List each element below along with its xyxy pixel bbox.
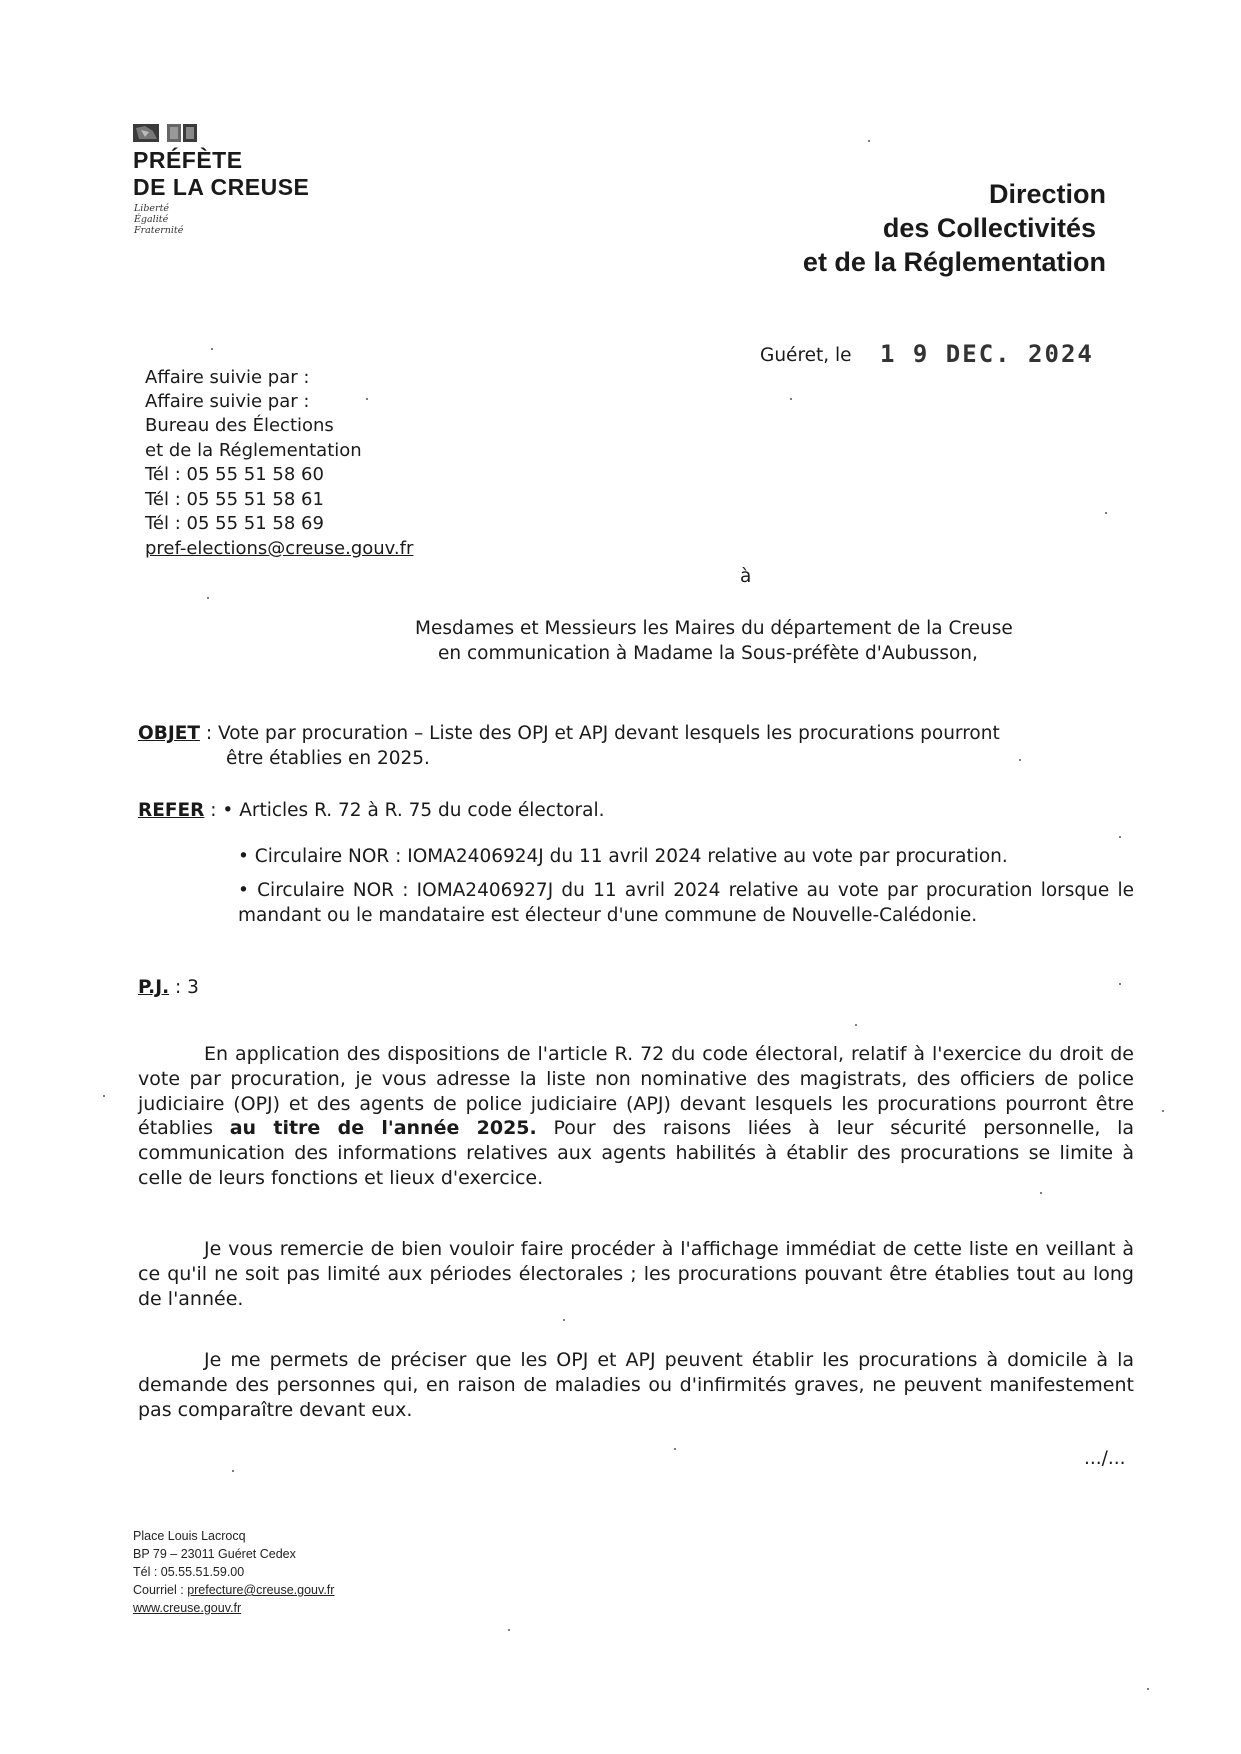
pj-value: : 3	[169, 977, 199, 998]
scan-speck	[1119, 983, 1121, 985]
scan-speck	[1119, 836, 1121, 838]
body-paragraph-1	[138, 1042, 1134, 1191]
refer-row	[138, 799, 605, 824]
objet-separator: :	[199, 723, 218, 744]
sender-line: Tél : 05 55 51 58 69	[145, 513, 324, 534]
p1-text-after: Pour des raisons liées à leur sécurité personnelle, la communication des informations relatives aux agents habilités à établir des procurations se limite à celle de leurs fonctions et lieux d'exercice.	[138, 1117, 1135, 1189]
sender-line: Tél : 05 55 51 58 60	[145, 464, 324, 485]
motto-egalite: Égalité	[134, 214, 169, 225]
sender-line: Affaire suivie par :	[145, 367, 310, 388]
scan-speck	[1040, 1192, 1042, 1194]
refer-label: REFER	[138, 800, 205, 821]
footer-address-2: BP 79 – 23011 Guéret Cedex	[133, 1547, 296, 1561]
marianne-logo-icon	[133, 122, 199, 144]
sender-line: Affaire suivie par :	[145, 391, 310, 412]
direction-line2: des Collectivités	[882, 213, 1096, 243]
refer-separator: :	[204, 800, 223, 821]
objet-line1: Vote par procuration – Liste des OPJ et APJ devant lesquels les procurations pourront	[217, 723, 1000, 744]
scan-speck	[1147, 1688, 1149, 1690]
footer-address-1: Place Louis Lacrocq	[133, 1529, 246, 1543]
footer-email-row	[133, 1581, 334, 1599]
date-stamp: 1 9 DEC. 2024	[880, 340, 1094, 368]
sender-line: Bureau des Élections	[145, 415, 334, 436]
p3-text: Je me permets de préciser que les OPJ et APJ peuvent établir les procurations à domicile à la demande des personnes qui, en raison de maladies ou d'infirmités graves, ne peuvent manifestement pas comparaître devant eux.	[138, 1349, 1134, 1421]
scan-speck	[855, 1024, 857, 1026]
prefect-title-line1: PRÉFÈTE	[133, 147, 243, 173]
objet-row	[138, 722, 1000, 747]
scan-speck	[868, 140, 870, 142]
sender-email-link[interactable]: pref-elections@creuse.gouv.fr	[145, 538, 414, 559]
recipient-line1: Mesdames et Messieurs les Maires du département de la Creuse	[415, 618, 1013, 639]
scan-speck	[674, 1448, 676, 1450]
motto-fraternite: Fraternité	[134, 225, 184, 236]
scan-speck	[790, 398, 792, 400]
pj-row	[138, 976, 199, 1001]
p1-text-before: En application des dispositions de l'article R. 72 du code électoral, relatif à l'exercice du droit de vote par procuration, je vous adresse la liste non nominative des magistrats, des officiers de police judiciaire (OPJ) et des agents de police judiciaire (APJ) devant lesquels les procurations pourront être établies	[138, 1043, 1134, 1140]
prefect-title-line2: DE LA CREUSE	[133, 174, 310, 200]
footer-phone: Tél : 05.55.51.59.00	[133, 1565, 245, 1579]
pj-label: P.J.	[138, 977, 170, 998]
refer-item-3: • Circulaire NOR : IOMA2406927J du 11 avril 2024 relative au vote par procuration lorsque le mandant ou le mandataire est électeur d'une commune de Nouvelle-Calédonie.	[238, 880, 1134, 926]
refer-item-2: • Circulaire NOR : IOMA2406924J du 11 avril 2024 relative au vote par procuration.	[238, 846, 1008, 867]
refer-item-1: • Articles R. 72 à R. 75 du code électoral.	[222, 800, 605, 821]
body-paragraph-3	[138, 1348, 1134, 1422]
recipient-line2: en communication à Madame la Sous-préfète d'Aubusson,	[438, 643, 978, 664]
scan-speck	[366, 398, 368, 400]
recipient-a: à	[740, 566, 752, 587]
footer-website-link[interactable]: www.creuse.gouv.fr	[133, 1601, 242, 1615]
scan-speck	[103, 1095, 105, 1097]
scan-speck	[508, 1629, 510, 1631]
scan-speck	[211, 348, 213, 350]
scan-speck	[1105, 512, 1107, 514]
scan-speck	[1019, 759, 1021, 761]
direction-line3: et de la Réglementation	[802, 247, 1106, 277]
p1-bold-text: au titre de l'année 2025.	[229, 1117, 537, 1140]
scan-speck	[207, 597, 209, 599]
motto-liberte: Liberté	[134, 203, 170, 214]
scan-speck	[1162, 1110, 1164, 1112]
sender-line: et de la Réglementation	[145, 440, 362, 461]
footer-email-label: Courriel :	[133, 1583, 188, 1597]
objet-label: OBJET	[138, 723, 200, 744]
continuation-mark: .../...	[1084, 1448, 1126, 1469]
scan-speck	[232, 1470, 234, 1472]
body-paragraph-2	[138, 1237, 1134, 1311]
date-label: Guéret, le	[760, 345, 852, 366]
scan-speck	[563, 1319, 565, 1321]
direction-line1: Direction	[988, 179, 1106, 209]
sender-line: Tél : 05 55 51 58 61	[145, 489, 324, 510]
footer-email-link[interactable]: prefecture@creuse.gouv.fr	[187, 1583, 335, 1597]
p2-text: Je vous remercie de bien vouloir faire procéder à l'affichage immédiat de cette liste en veillant à ce qu'il ne soit pas limité aux périodes électorales ; les procurations pouvant être établies tout au long de l'année.	[138, 1238, 1134, 1310]
objet-line2: être établies en 2025.	[226, 748, 430, 769]
